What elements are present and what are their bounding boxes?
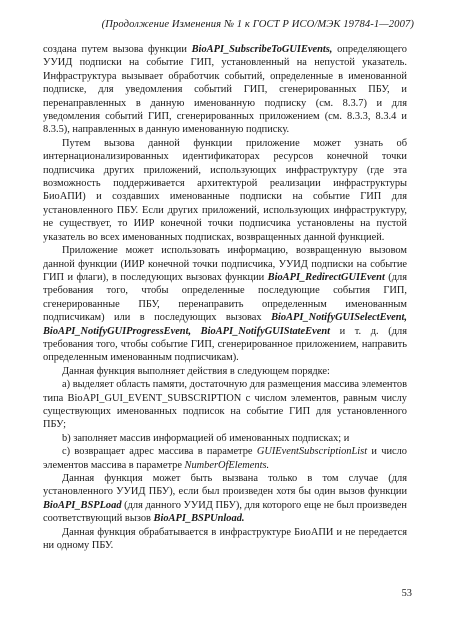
function-name: BioAPI_SubscribeToGUIEvents, <box>191 44 333 55</box>
function-name: BioAPI_NotifyGUISelectEvent, BioAPI_NotifyGUIProgressEvent, BioAPI_NotifyGUIStateEvent <box>43 312 407 337</box>
function-name: BioAPI_RedirectGUIEvent <box>267 271 385 283</box>
text-run: и число элементов массива в параметре <box>43 446 407 471</box>
function-name: BioAPI_BSPLoad <box>43 499 122 511</box>
running-header: (Продолжение Изменения № 1 к ГОСТ Р ИСО/МЭК 19784-1—2007) <box>101 19 414 30</box>
paragraph-1 <box>43 43 407 137</box>
text-run: и т. д. (для требования того, чтобы событие ГИП, сгенерированное приложением, направить определенным именованным подписчикам). <box>43 325 407 364</box>
text-run: c) возвращает адрес массива в параметре <box>62 446 257 458</box>
function-name: BioAPI_BSPUnload. <box>153 513 245 525</box>
paragraph-4: Данная функция выполняет действия в следующем порядке: <box>62 365 330 377</box>
text-run: Данная функция может быть вызвана только в том случае (для установленного УУИД ПБУ), если был произведен хотя бы один вызов функции <box>43 473 407 498</box>
list-item-a: a) выделяет область памяти, достаточную для размещения массива элементов типа BioAPI_GUI_EVENT_SUBSCRIPTION с числом элементов, равным числу существующих именованных подписок на событие ГИП для установленного ПБУ; <box>43 379 407 431</box>
paragraph-9: Данная функция обрабатывается в инфраструктуре БиоАПИ и не передается ни одному ПБУ. <box>43 526 407 552</box>
parameter-name: GUIEventSubscriptionList <box>256 446 368 458</box>
text-run: Приложение может использовать информацию, возвращенную вызовом данной функции (ИИР конечной точки подписчика, УУИД подписки на событие ГИП и флаги), в последующих вызовах функции <box>43 245 407 283</box>
paragraph-8 <box>43 472 407 526</box>
paragraph-2: Путем вызова данной функции приложение может узнать об интернационализированных идентификаторах ресурсов конечной точки подписчика других приложений, использующих инфраструктуру (где эта возможность поддерживается архитектурой реализации инфраструктуры БиоАПИ) и создавших именованные подписки на событие ГИП для установленного ПБУ. Если других приложений, использующих инфраструктуру, не существует, то ИИР конечной точки подписчика установлены на пустой указатель во всех именованных подписках, возвращенных данной функцией. <box>43 137 407 243</box>
parameter-name: NumberOfElements. <box>184 459 270 471</box>
page-number: 53 <box>401 588 412 599</box>
paragraph-3 <box>43 244 407 365</box>
document-body <box>43 43 407 552</box>
text-run: (для данного УУИД ПБУ), для которого еще не был произведен соответствующий вызов <box>43 499 407 525</box>
text-run: определяющего УУИД подписки на событие ГИП, установленный на непустой указатель. Инфраструктура вызывает обработчик событий, определенные в именованной подписке, для уведомления событий ГИП, сгенерированных ПБУ, и перенаправленных в данную именованную подписку (см. 8.3.7) и для уведомления событий ГИП, сгенерированных приложением (см. 8.3.3, 8.3.4 и 8.3.5), направленных в данную именованную подписку. <box>43 44 407 136</box>
list-item-b: b) заполняет массив информацией об именованных подписках; и <box>62 432 350 444</box>
list-item-c <box>43 445 407 472</box>
text-run: создана путем вызова функции <box>43 44 192 55</box>
text-run: (для требования того, чтобы определенные последующие события ГИП, сгенерированные ПБУ, перенаправить определенным именованным подписчикам) или в последующих вызовах <box>43 271 407 324</box>
